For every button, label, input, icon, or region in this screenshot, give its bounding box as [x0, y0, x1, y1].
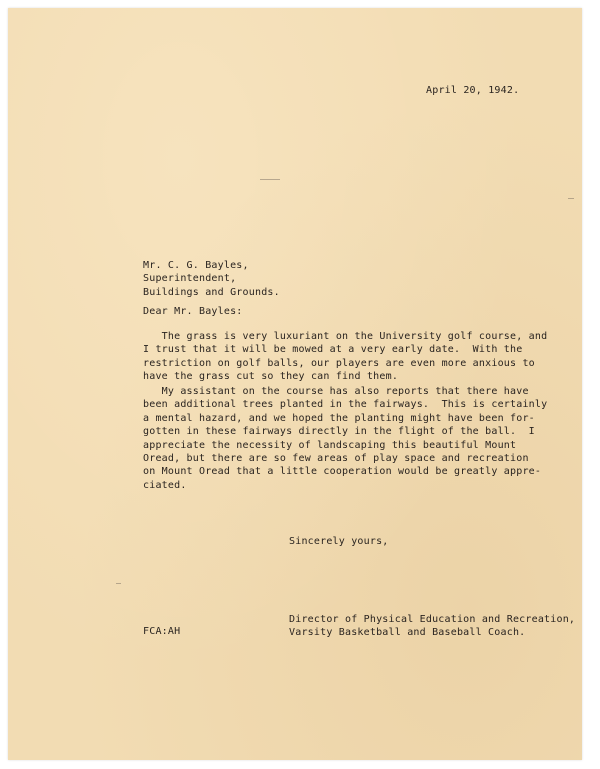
paragraph-line: My assistant on the course has also reports that there have [143, 386, 529, 397]
paragraph-line: appreciate the necessity of landscaping this beautiful Mount [143, 439, 517, 451]
body-paragraph-1 [143, 330, 547, 384]
paper-mark [568, 198, 574, 199]
address-line: Mr. C. G. Bayles, [143, 260, 249, 271]
paragraph-line: I trust that it will be mowed at a very early date. With the [143, 344, 523, 356]
paper-mark [116, 583, 121, 584]
paragraph-line: restriction on golf balls, our players are even more anxious to [143, 357, 535, 369]
paragraph-line: Oread, but there are so few areas of play space and recreation [143, 453, 529, 465]
letter-date: April 20, 1942. [426, 85, 520, 96]
paragraph-line: The grass is very luxuriant on the University golf course, and [143, 331, 548, 342]
recipient-address [143, 259, 280, 299]
signature-line: Varsity Basketball and Baseball Coach. [289, 627, 526, 639]
paragraph-line: a mental hazard, and we hoped the planting might have been for- [143, 412, 535, 424]
letter-page [8, 8, 582, 760]
address-line: Superintendent, [143, 273, 237, 285]
paragraph-line: ciated. [143, 479, 187, 491]
salutation: Dear Mr. Bayles: [143, 306, 243, 317]
body-paragraph-2 [143, 385, 547, 492]
typist-initials: FCA:AH [143, 626, 181, 637]
signature-block [289, 613, 575, 640]
paragraph-line: been additional trees planted in the fairways. This is certainly [143, 399, 548, 411]
paragraph-line: gotten in these fairways directly in the flight of the ball. I [143, 426, 535, 438]
address-line: Buildings and Grounds. [143, 286, 280, 298]
paper-mark [260, 179, 280, 180]
closing: Sincerely yours, [289, 536, 389, 547]
paragraph-line: on Mount Oread that a little cooperation would be greatly appre- [143, 466, 542, 478]
signature-line: Director of Physical Education and Recreation, [289, 614, 576, 625]
paragraph-line: have the grass cut so they can find them. [143, 371, 399, 383]
